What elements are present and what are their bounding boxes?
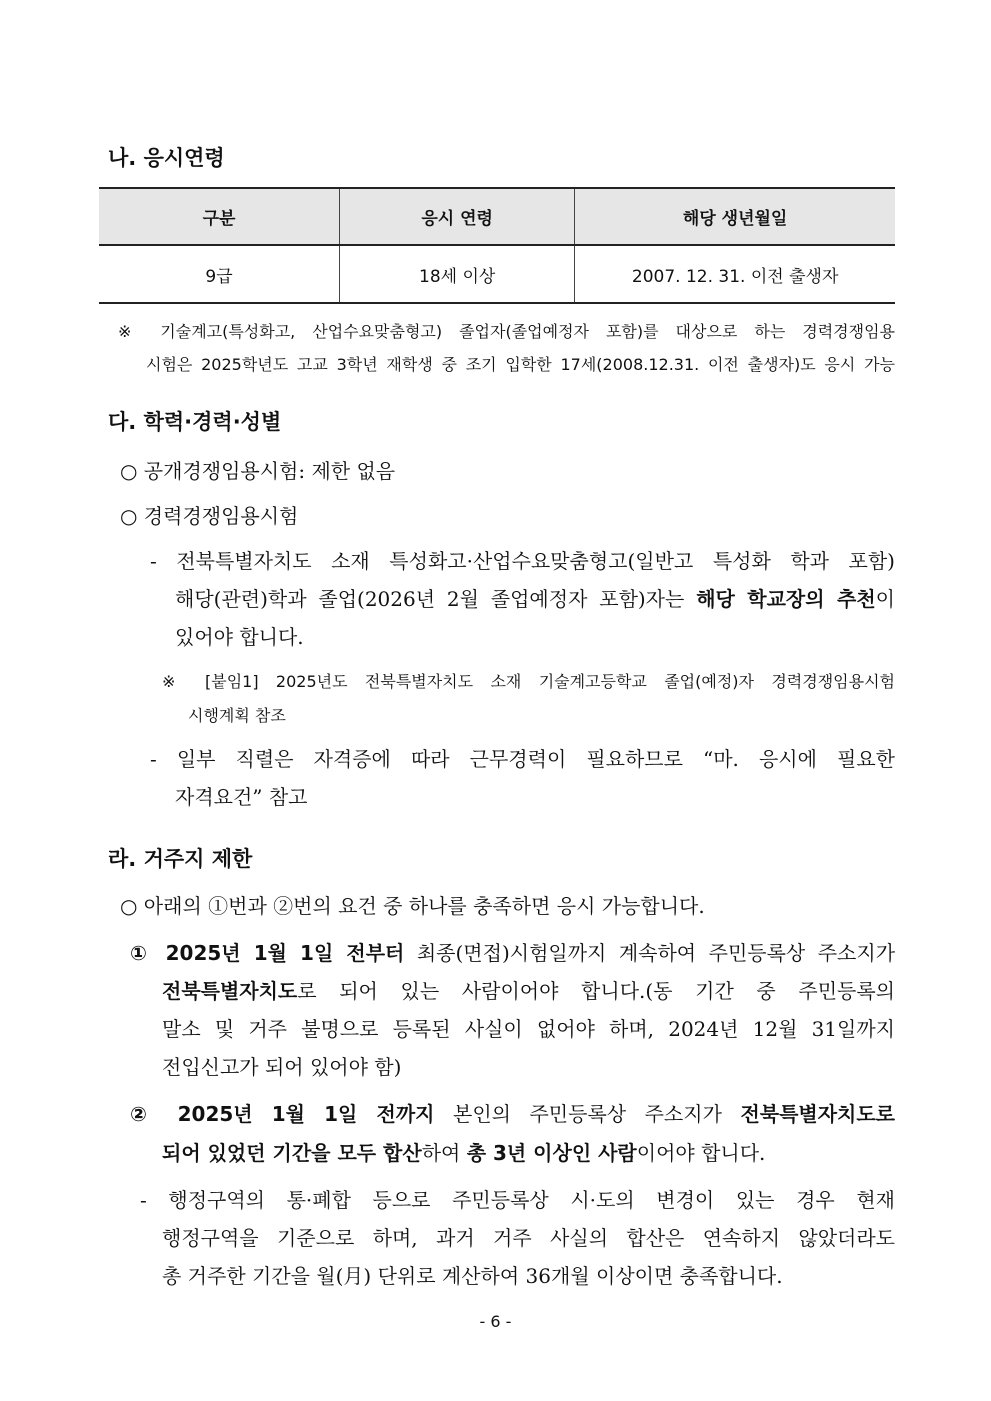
table-header-cell: 구분 bbox=[99, 188, 340, 245]
note-line: ※ 기술계고(특성화고, 산업수요맞춤형고) 졸업자(졸업예정자 포함)를 대상으로 하는 경력경쟁임용 bbox=[118, 322, 895, 341]
table-cell: 9급 bbox=[205, 266, 233, 287]
table-cell: 2007. 12. 31. 이전 출생자 bbox=[575, 245, 895, 303]
reference-note: ※ [붙임1] 2025년도 전북특별자치도 소재 기술계고등학교 졸업(예정)자 경력경쟁임용시험 bbox=[162, 672, 895, 691]
dash-item-line: 행정구역을 기준으로 하며, 과거 거주 사실의 합산은 연속하지 않았더라도 bbox=[162, 1226, 895, 1250]
section-heading-residence: 라. 거주지 제한 bbox=[108, 847, 253, 871]
condition-2-line: 되어 있었던 기간을 모두 합산하여 총 3년 이상인 사람이어야 합니다. bbox=[162, 1141, 766, 1165]
dash-item-line: 있어야 합니다. bbox=[175, 625, 304, 649]
page-number: - 6 - bbox=[479, 1312, 512, 1331]
table-cell: 18세 이상 bbox=[340, 245, 575, 303]
condition-1-line: 전북특별자치도로 되어 있는 사람이어야 합니다.(동 기간 중 주민등록의 bbox=[162, 979, 895, 1003]
dash-item-line: - 전북특별자치도 소재 특성화고·산업수요맞춤형고(일반고 특성화 학과 포함) bbox=[150, 549, 895, 573]
dash-item-line: - 행정구역의 통·폐합 등으로 주민등록상 시·도의 변경이 있는 경우 현재 bbox=[140, 1188, 895, 1212]
section-heading-education: 다. 학력·경력·성별 bbox=[108, 410, 282, 434]
reference-note: 시행계획 참조 bbox=[188, 706, 286, 725]
age-table bbox=[99, 187, 895, 304]
section-heading-age: 나. 응시연령 bbox=[108, 146, 225, 170]
table-row bbox=[99, 245, 895, 303]
table-header-cell: 해당 생년월일 bbox=[575, 188, 895, 245]
table-header-row bbox=[99, 188, 895, 245]
condition-2-line: ② 2025년 1월 1일 전까지 본인의 주민등록상 주소지가 전북특별자치도로 bbox=[130, 1102, 895, 1126]
table-header-cell: 응시 연령 bbox=[340, 188, 575, 245]
list-item: ○ 경력경쟁임용시험 bbox=[120, 504, 299, 528]
dash-item-line: 총 거주한 기간을 월(月) 단위로 계산하여 36개월 이상이면 충족합니다. bbox=[162, 1264, 783, 1288]
dash-item-line: 해당(관련)학과 졸업(2026년 2월 졸업예정자 포함)자는 해당 학교장의 추천이 bbox=[175, 587, 895, 611]
list-item: ○ 아래의 ①번과 ②번의 요건 중 하나를 충족하면 응시 가능합니다. bbox=[120, 894, 705, 918]
note-line: 시험은 2025학년도 고교 3학년 재학생 중 조기 입학한 17세(2008.12.31. 이전 출생자)도 응시 가능 bbox=[146, 355, 895, 374]
condition-1-line: ① 2025년 1월 1일 전부터 최종(면접)시험일까지 계속하여 주민등록상 주소지가 bbox=[130, 941, 896, 965]
condition-1-line: 말소 및 거주 불명으로 등록된 사실이 없어야 하며, 2024년 12월 31일까지 bbox=[162, 1017, 895, 1041]
dash-item-line: - 일부 직렬은 자격증에 따라 근무경력이 필요하므로 “마. 응시에 필요한 bbox=[150, 747, 895, 771]
dash-item-line: 자격요건” 참고 bbox=[175, 785, 308, 809]
condition-1-line: 전입신고가 되어 있어야 함) bbox=[162, 1055, 402, 1079]
list-item: ○ 공개경쟁임용시험: 제한 없음 bbox=[120, 459, 396, 483]
